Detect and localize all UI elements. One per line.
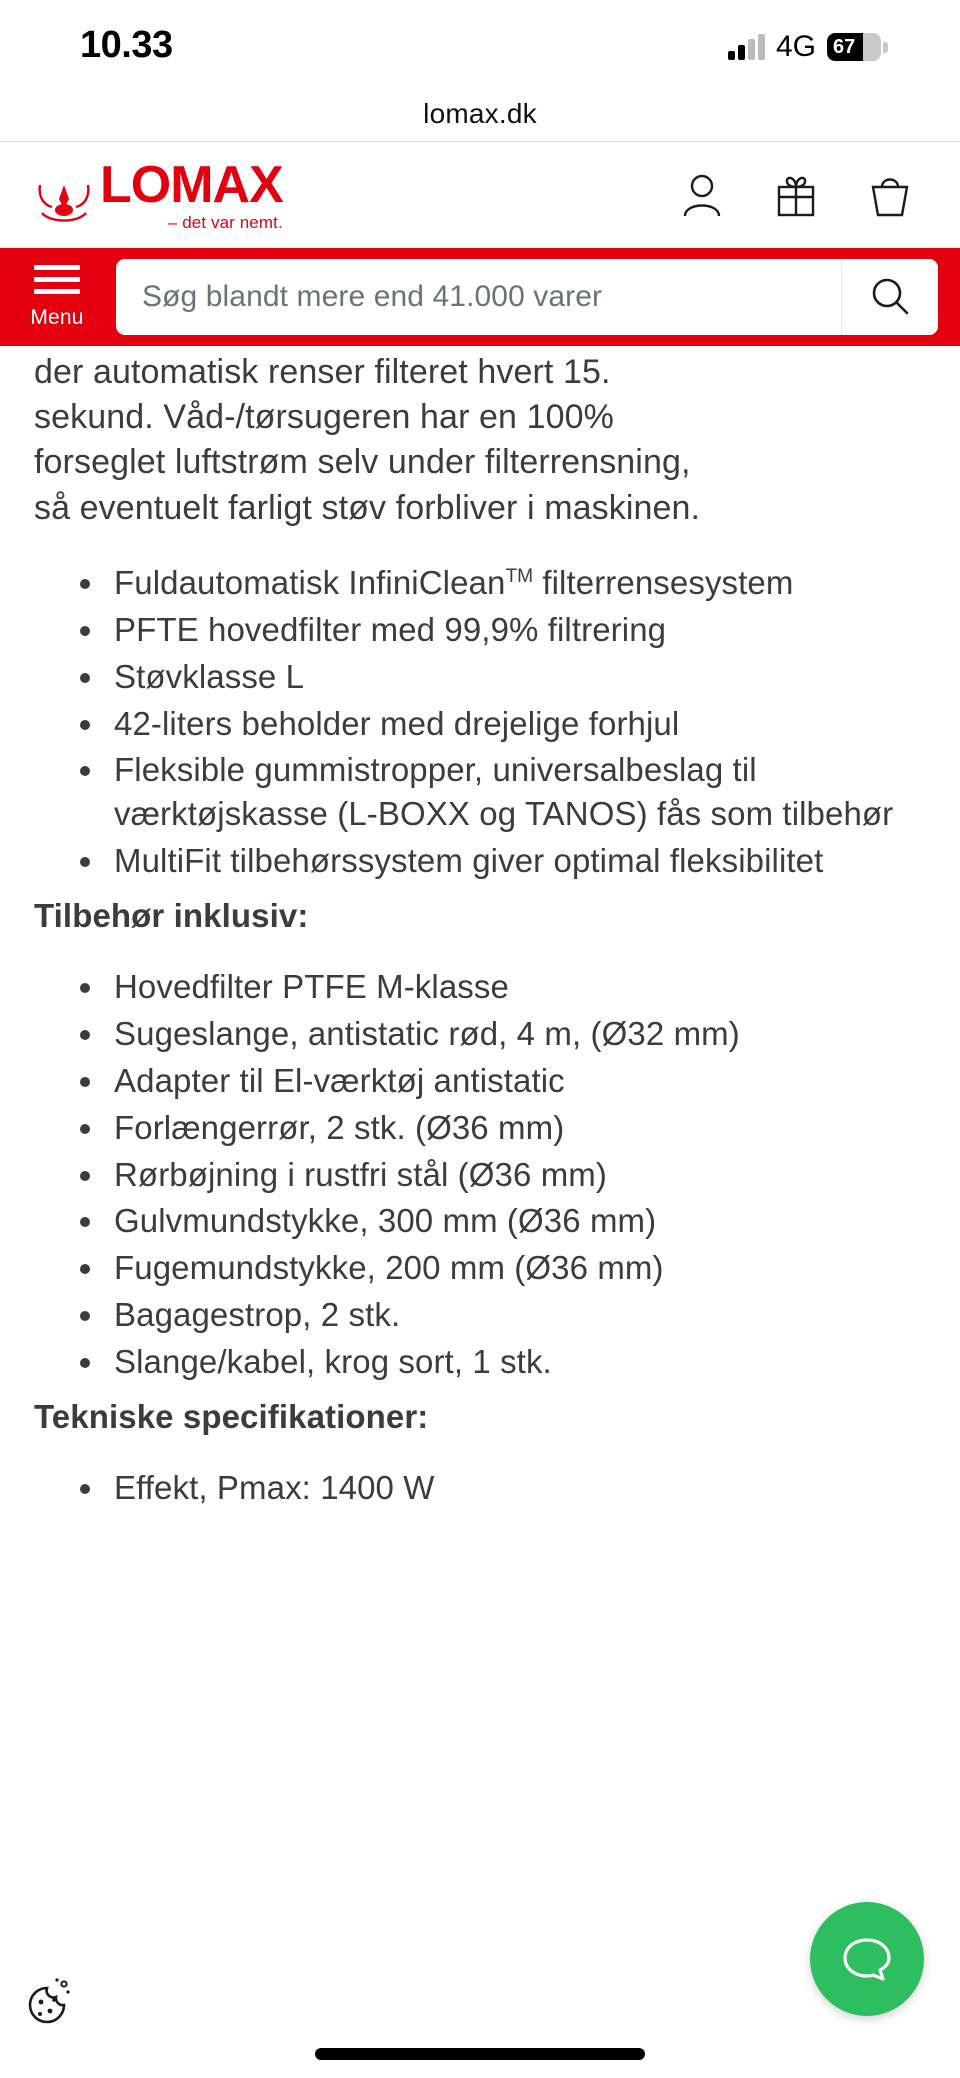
menu-button-label: Menu (30, 305, 84, 329)
menu-button[interactable] (14, 256, 100, 338)
browser-url-bar[interactable] (0, 86, 960, 142)
battery-icon (827, 33, 881, 61)
paragraph-line: sekund. Våd-/tørsugeren har en 100% (34, 398, 614, 437)
description-paragraph (34, 346, 928, 531)
accessory-text: Fugemundstykke, 200 mm (Ø36 mm) (114, 1249, 664, 1287)
product-description (0, 346, 960, 1510)
site-header (0, 142, 960, 248)
signal-bars-icon (728, 34, 765, 60)
feature-text: Støvklasse L (114, 657, 305, 695)
paragraph-line: der automatisk renser filteret hvert 15. (34, 353, 611, 391)
search-placeholder-label: Søg blandt mere end 41.000 varer (142, 280, 603, 313)
cookie-icon[interactable] (16, 1974, 78, 2036)
accessory-text: Hovedfilter PTFE M-klasse (114, 968, 509, 1005)
status-bar (0, 0, 960, 86)
lomax-wordmark: LOMAX (100, 156, 283, 214)
chat-bubble-icon (838, 1930, 896, 1988)
list-item (34, 655, 928, 699)
search-submit-button[interactable] (842, 259, 938, 335)
list-item (34, 1153, 928, 1197)
network-type-label: 4G (775, 30, 816, 63)
account-icon[interactable] (680, 171, 724, 219)
list-item (34, 1340, 928, 1384)
feature-text: PFTE hovedfilter med 99,9% filtrering (114, 610, 667, 648)
accessory-text: Rørbøjning i rustfri stål (Ø36 mm) (114, 1155, 607, 1193)
lomax-tagline: – det var nemt. (167, 213, 283, 232)
gift-icon[interactable] (774, 171, 818, 219)
list-item (34, 1246, 928, 1290)
accessory-text: Sugeslange, antistatic rød, 4 m, (Ø32 mm) (114, 1014, 740, 1052)
basket-icon[interactable] (868, 171, 912, 219)
lomax-bull-icon (36, 179, 92, 231)
paragraph-line: forseglet luftstrøm selv under filterrensning, (34, 443, 691, 482)
accessory-text: Forlængerrør, 2 stk. (Ø36 mm) (114, 1108, 565, 1146)
url-host-label: lomax.dk (423, 97, 537, 129)
list-item (34, 702, 928, 746)
list-item (34, 608, 928, 652)
lomax-logo[interactable] (36, 156, 283, 232)
list-item (34, 965, 928, 1009)
list-item (34, 839, 928, 883)
accessories-heading: Tilbehør inklusiv: (34, 897, 309, 934)
specs-list (34, 1466, 928, 1510)
search-icon (868, 275, 912, 319)
feature-list (34, 561, 928, 883)
list-item (34, 1466, 928, 1510)
list-item (34, 748, 928, 836)
chat-button[interactable] (810, 1902, 924, 2016)
status-bar-time: 10.33 (80, 24, 173, 66)
feature-text: MultiFit tilbehørssystem giver optimal fleksibilitet (114, 842, 824, 880)
search-input[interactable] (116, 259, 842, 335)
list-item (34, 1199, 928, 1243)
list-item (34, 1106, 928, 1150)
list-item (34, 1059, 928, 1103)
trademark-mark: TM (505, 565, 534, 587)
feature-text: Fleksible gummistropper, universalbeslag til værktøjskasse (L-BOXX og TANOS) fås som tilbehør (114, 751, 894, 833)
home-indicator (315, 2048, 645, 2060)
search-field[interactable] (116, 259, 938, 335)
accessory-text: Bagagestrop, 2 stk. (114, 1296, 401, 1334)
hamburger-icon (34, 265, 80, 294)
feature-text-cont: filterrensesystem (533, 563, 794, 601)
list-item (34, 561, 928, 605)
list-item (34, 1012, 928, 1056)
spec-text: Effekt, Pmax: 1400 W (114, 1468, 435, 1506)
specs-heading: Tekniske specifikationer: (34, 1397, 429, 1435)
status-bar-indicators (728, 30, 888, 64)
paragraph-line: så eventuelt farligt støv forbliver i maskinen. (34, 488, 701, 527)
accessory-text: Adapter til El-værktøj antistatic (114, 1061, 565, 1099)
battery-tip (883, 42, 888, 53)
battery-percent-label: 67 (833, 36, 856, 58)
search-bar (0, 248, 960, 346)
feature-text: Fuldautomatisk InfiniClean (114, 563, 506, 601)
accessory-text: Slange/kabel, krog sort, 1 stk. (114, 1343, 552, 1380)
list-item (34, 1293, 928, 1337)
feature-text: 42-liters beholder med drejelige forhjul (114, 704, 680, 742)
accessories-list (34, 965, 928, 1384)
accessory-text: Gulvmundstykke, 300 mm (Ø36 mm) (114, 1202, 657, 1240)
header-icon-group (680, 171, 926, 219)
